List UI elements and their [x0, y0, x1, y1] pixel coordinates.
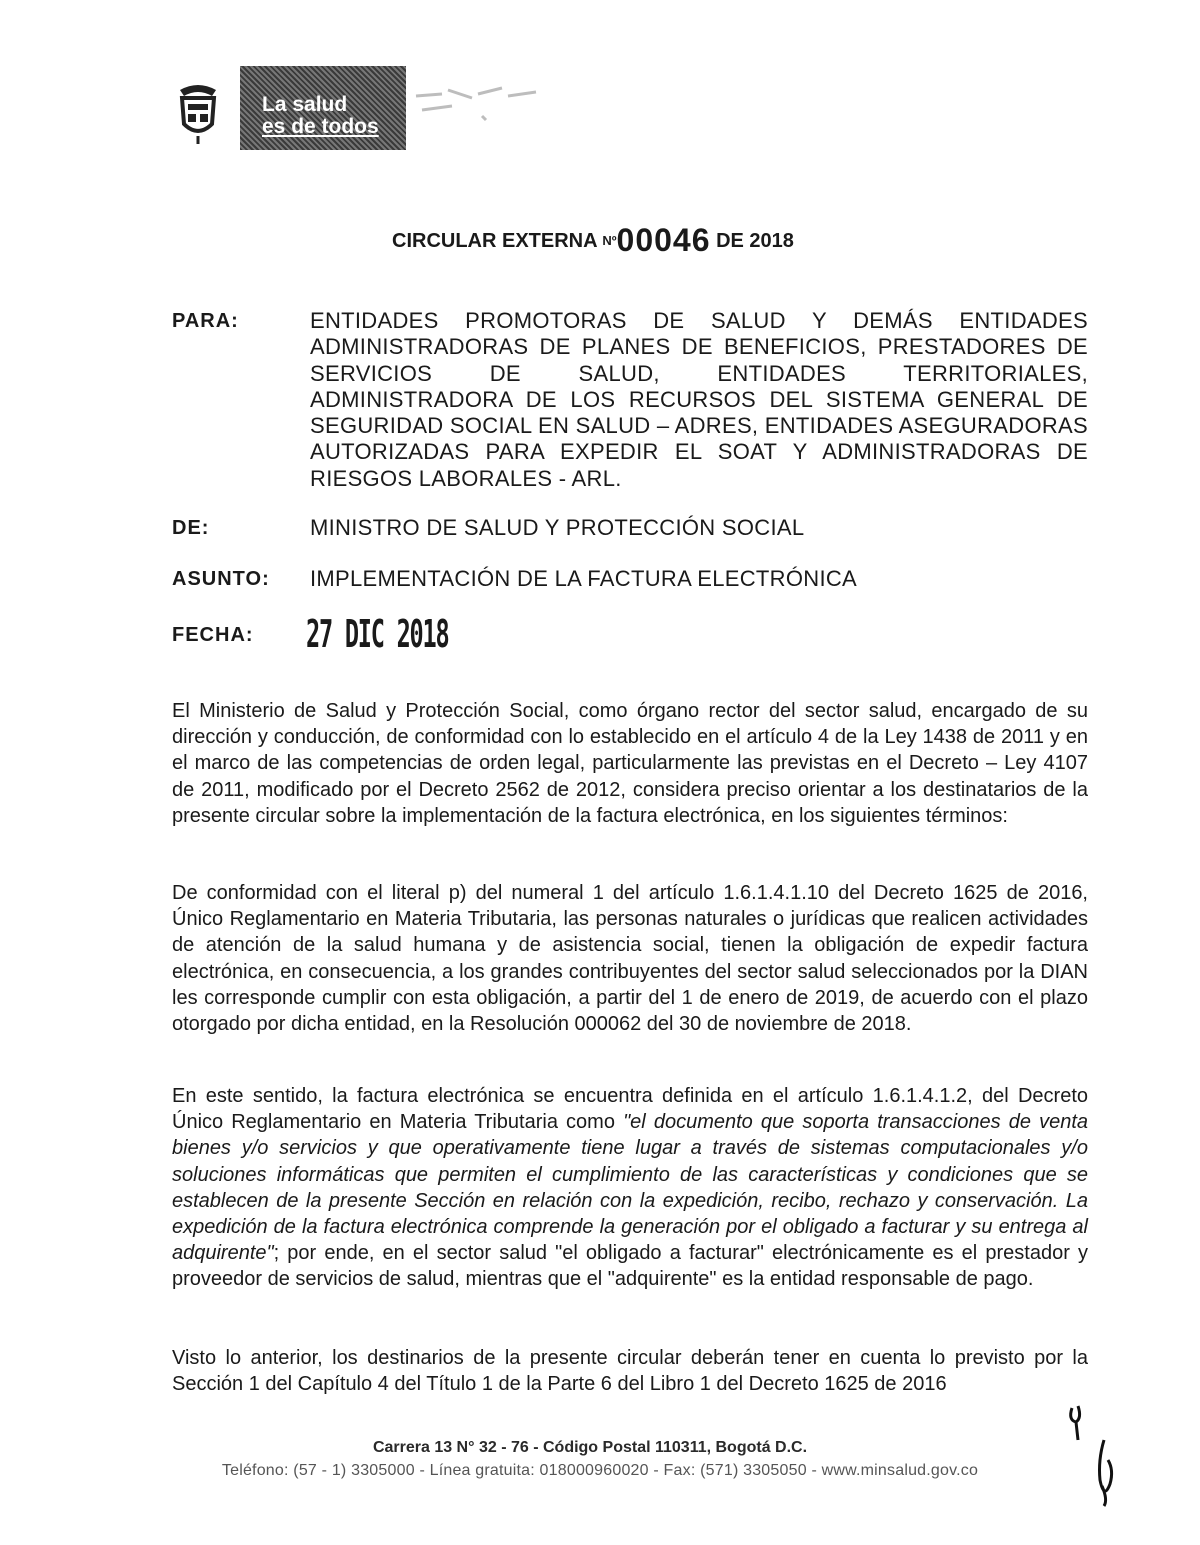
asunto-label: ASUNTO:: [172, 568, 270, 590]
paragraph-3-intro: En este sentido, la factura electrónica se encuentra definida en el artículo 1.6.1.4.1.2, del Decreto Único Reglamentario en Materia Tributaria como: [172, 1085, 1088, 1134]
para-label: PARA:: [172, 310, 239, 332]
para-recipients: ENTIDADES PROMOTORAS DE SALUD Y DEMÁS ENTIDADES ADMINISTRADORAS DE PLANES DE BENEFICIOS, PRESTADORES DE SERVICIOS DE SALUD, ENTIDADES TERRITORIALES, ADMINISTRADORA DE LOS RECURSOS DEL SISTEMA GENERAL DE SEGURIDAD SOCIAL EN SALUD – ADRES, ENTIDADES ASEGURADORAS AUTORIZADAS PARA EXPEDIR EL SOAT Y ADMINISTRADORAS DE RIESGOS LABORALES - ARL.: [310, 308, 1088, 491]
paragraph-3-conclusion: ; por ende, en el sector salud "el obligado a facturar" electrónicamente es el prestador y proveedor de servicios de salud, mientras que el "adquirente" es la entidad responsable de pago.: [172, 1242, 1088, 1291]
footer-contact: Teléfono: (57 - 1) 3305000 - Línea gratuita: 018000960020 - Fax: (571) 3305050 - www.minsalud.gov.co: [221, 1462, 979, 1479]
document-title: [392, 222, 794, 259]
ministry-logo: [240, 66, 406, 150]
body-paragraph-2: De conformidad con el literal p) del numeral 1 del artículo 1.6.1.4.1.10 del Decreto 1625 de 2016, Único Reglamentario en Materia Tributaria, las personas naturales o jurídicas que realicen actividades de atención de la salud humana y de asistencia social, tienen la obligación de expedir factura electrónica, en consecuencia, a los grandes contribuyentes del sector salud seleccionados por la DIAN les corresponde cumplir con esta obligación, a partir del 1 de enero de 2019, de acuerdo con el plazo otorgado por dicha entidad, en la Resolución 000062 del 30 de noviembre de 2018.: [172, 882, 1088, 1036]
logo-line-1: La salud: [262, 93, 348, 116]
title-prefix: CIRCULAR EXTERNA: [392, 230, 597, 252]
faded-stamp-icon: [412, 76, 542, 136]
fecha-label: FECHA:: [172, 624, 254, 646]
body-paragraph-4: Visto lo anterior, los destinarios de la presente circular deberán tener en cuenta lo previsto por la Sección 1 del Capítulo 4 del Título 1 de la Parte 6 del Libro 1 del Decreto 1625 de 2016: [172, 1347, 1088, 1396]
logo-line-2: es de todos: [262, 115, 379, 138]
circular-number: 00046: [616, 222, 711, 258]
asunto-subject: IMPLEMENTACIÓN DE LA FACTURA ELECTRÓNICA: [310, 566, 858, 591]
fecha-stamp-date: 27 DIC 2018: [306, 612, 449, 656]
coat-of-arms-icon: [172, 80, 224, 144]
body-paragraph-3: [172, 1083, 1088, 1293]
de-sender: MINISTRO DE SALUD Y PROTECCIÓN SOCIAL: [310, 515, 805, 540]
handwritten-initials-icon: [1064, 1400, 1124, 1510]
footer-address: Carrera 13 N° 32 - 76 - Código Postal 110311, Bogotá D.C.: [372, 1439, 808, 1456]
de-label: DE:: [172, 517, 210, 539]
title-number-sign: Nº: [602, 233, 617, 248]
title-suffix: DE 2018: [716, 230, 794, 252]
body-paragraph-1: El Ministerio de Salud y Protección Social, como órgano rector del sector salud, encargado de su dirección y conducción, de conformidad con lo establecido en el artículo 4 de la Ley 1438 de 2011 y en el marco de las competencias de orden legal, particularmente las previstas en el Decreto – Ley 4107 de 2011, modificado por el Decreto 2562 de 2012, considera preciso orientar a los destinatarios de la presente circular sobre la implementación de la factura electrónica, en los siguientes términos:: [172, 700, 1088, 827]
definition-quote: "el documento que soporta transacciones de venta bienes y/o servicios y que operativamente tiene lugar a través de sistemas computacionales y/o soluciones informáticas que permiten el cumplimiento de las características y condiciones que se establecen de la presente Sección en relación con la expedición, recibo, rechazo y conservación. La expedición de la factura electrónica comprende la generación por el obligado a facturar y su entrega al adquirente": [172, 1111, 1089, 1265]
